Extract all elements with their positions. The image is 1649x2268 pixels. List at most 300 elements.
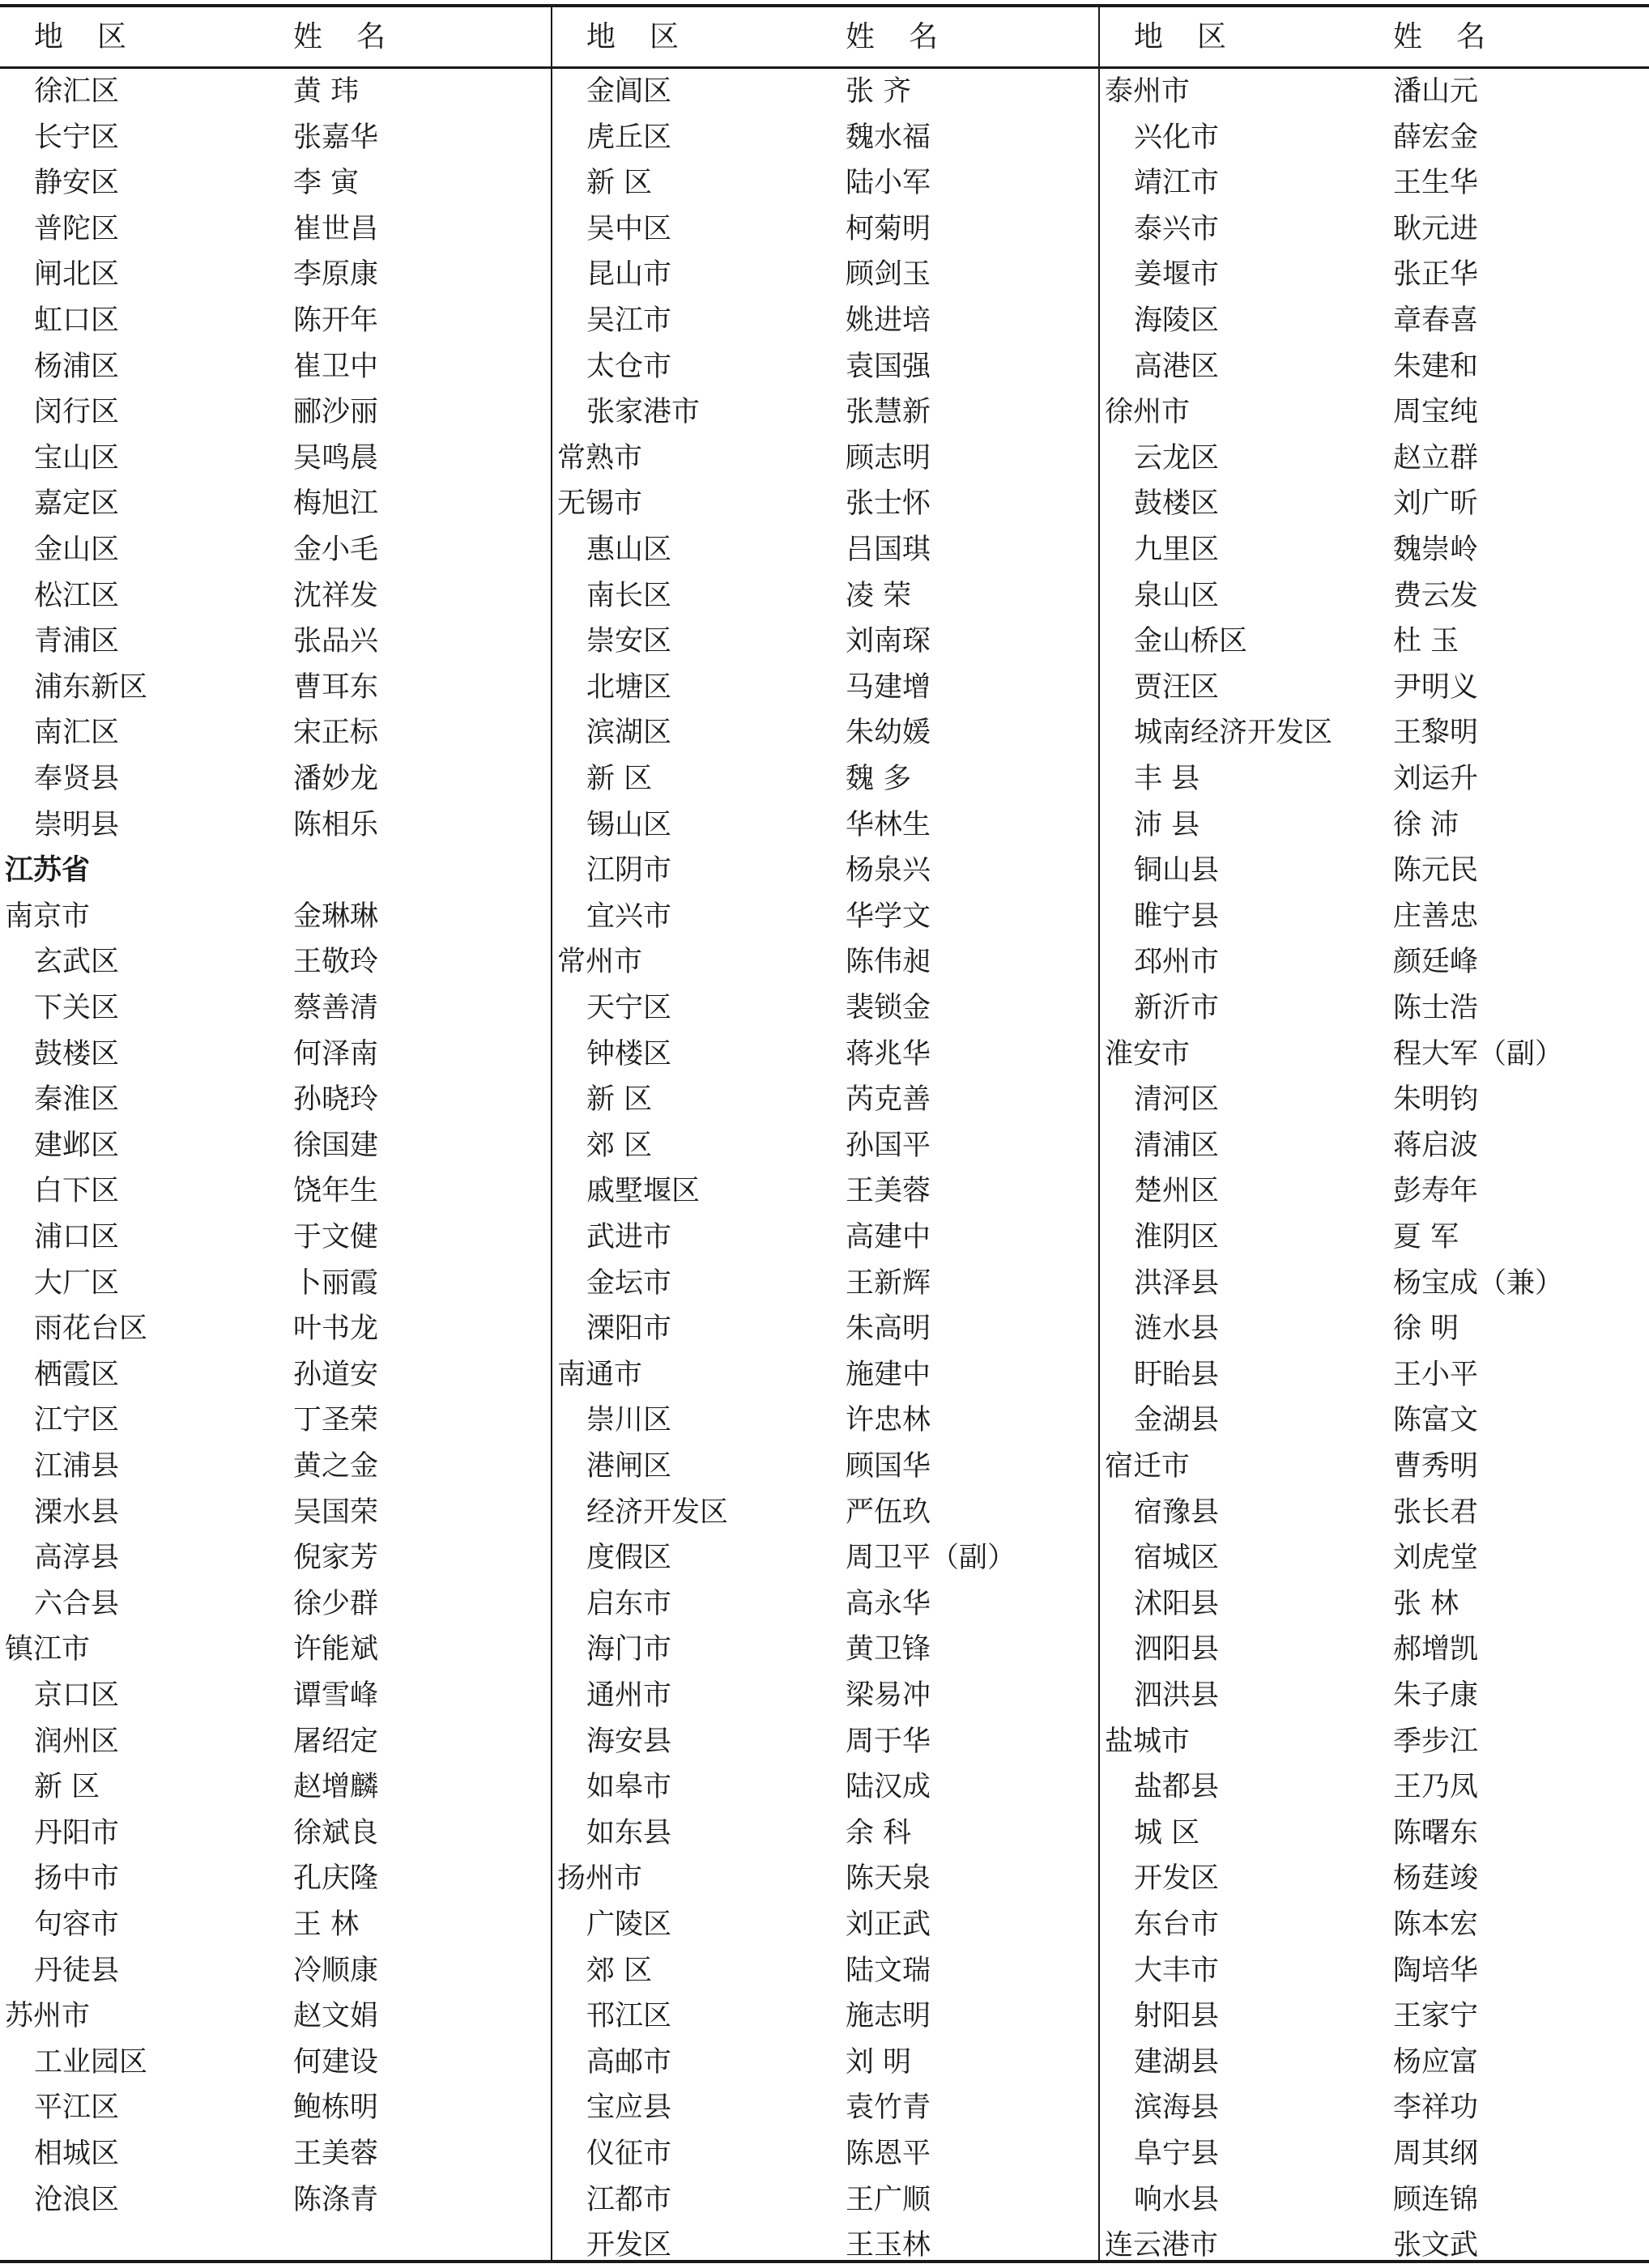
table-row (0, 802, 551, 848)
table-row (552, 1261, 1098, 1306)
region-cell: 闸北区 (34, 258, 120, 291)
region-cell: 相城区 (34, 2138, 120, 2170)
table-row (552, 1994, 1098, 2039)
name-cell: 张慧新 (846, 396, 931, 429)
table-row (0, 1811, 551, 1856)
table-row (1100, 985, 1649, 1031)
table-row (1100, 1306, 1649, 1351)
table-row (0, 1719, 551, 1764)
region-cell: 张家港市 (586, 396, 701, 429)
region-cell: 丰 县 (1134, 763, 1200, 795)
name-cell: 何泽南 (293, 1037, 379, 1070)
region-cell: 淮阴区 (1134, 1221, 1220, 1253)
region-cell: 镇江市 (5, 1633, 91, 1666)
region-cell: 建邺区 (34, 1129, 120, 1162)
name-cell: 徐 沛 (1393, 808, 1459, 841)
name-cell: 曹耳东 (293, 670, 379, 704)
name-cell: 陆文瑞 (846, 1954, 931, 1987)
region-cell: 常熟市 (557, 441, 643, 474)
name-cell: 杨应富 (1393, 2045, 1479, 2079)
name-cell: 王 林 (293, 1908, 360, 1941)
region-cell: 苏州市 (5, 2000, 91, 2033)
name-cell: 费云发 (1393, 579, 1479, 612)
name-cell: 陈伟昶 (846, 946, 931, 979)
table-row (552, 115, 1098, 160)
region-cell: 大丰市 (1134, 1954, 1220, 1987)
region-cell: 虹口区 (34, 304, 120, 337)
name-cell: 裴锁金 (846, 992, 931, 1024)
name-cell: 刘南琛 (846, 625, 931, 658)
name-cell: 陈本宏 (1393, 1908, 1479, 1941)
table-row (1100, 2040, 1649, 2085)
table-row (552, 1444, 1098, 1489)
name-cell: 许忠林 (846, 1404, 931, 1437)
region-cell: 徐州市 (1105, 396, 1191, 429)
table-row (0, 894, 551, 939)
header-name: 姓名 (293, 20, 420, 53)
table-row (552, 1123, 1098, 1168)
region-cell: 金山桥区 (1134, 625, 1248, 658)
table-row (1100, 1444, 1649, 1489)
region-cell: 城南经济开发区 (1134, 717, 1333, 750)
table-row (1100, 1123, 1649, 1168)
name-cell: 袁竹青 (846, 2091, 931, 2125)
table-row (552, 710, 1098, 755)
region-cell: 清河区 (1134, 1083, 1220, 1117)
region-cell: 如东县 (586, 1816, 672, 1849)
name-cell: 朱幼媛 (846, 717, 931, 750)
table-row (552, 939, 1098, 985)
table-row (1100, 1948, 1649, 1994)
region-cell: 普陀区 (34, 212, 120, 245)
name-cell: 张品兴 (293, 625, 379, 658)
region-cell: 沭阳县 (1134, 1587, 1220, 1620)
name-cell: 潘妙龙 (293, 763, 379, 795)
table-row (1100, 1581, 1649, 1627)
table-row (1100, 756, 1649, 802)
region-cell: 通州市 (586, 1679, 672, 1712)
region-cell: 海陵区 (1134, 304, 1220, 337)
table-row (0, 69, 551, 114)
region-cell: 东台市 (1134, 1908, 1220, 1941)
name-cell: 薛宏金 (1393, 121, 1479, 154)
name-cell: 杨莛竣 (1393, 1862, 1479, 1896)
name-cell: 章春喜 (1393, 304, 1479, 337)
name-cell: 芮克善 (846, 1083, 931, 1117)
name-cell: 魏崇岭 (1393, 534, 1479, 566)
table-row (0, 1902, 551, 1947)
name-cell: 陈开年 (293, 304, 379, 337)
table-row (552, 1032, 1098, 1077)
name-cell: 黄之金 (293, 1450, 379, 1483)
region-cell: 丹阳市 (34, 1816, 120, 1849)
name-cell: 李 寅 (293, 167, 360, 200)
table-row (0, 115, 551, 160)
region-cell: 京口区 (34, 1679, 120, 1712)
table-row (0, 2040, 551, 2085)
table-row (1100, 1261, 1649, 1306)
name-cell: 季步江 (1393, 1725, 1479, 1758)
region-cell: 盐都县 (1134, 1771, 1220, 1804)
table-row (0, 2177, 551, 2223)
name-cell: 沈祥发 (293, 579, 379, 612)
name-cell: 赵增麟 (293, 1771, 379, 1804)
region-cell: 南京市 (5, 900, 91, 933)
region-cell: 洪泽县 (1134, 1266, 1220, 1300)
table-row (552, 1490, 1098, 1535)
name-cell: 顾国华 (846, 1450, 931, 1483)
table-row (1100, 1902, 1649, 1947)
table-row (0, 573, 551, 619)
table-row (552, 160, 1098, 206)
table-row (1100, 1398, 1649, 1443)
table-row (1100, 1077, 1649, 1122)
name-cell: 顾剑玉 (846, 258, 931, 291)
table-row (0, 619, 551, 664)
name-cell: 曹秀明 (1393, 1450, 1479, 1483)
name-cell: 张长君 (1393, 1496, 1479, 1529)
name-cell: 王广顺 (846, 2183, 931, 2216)
name-cell: 李原康 (293, 258, 379, 291)
table-row (552, 481, 1098, 526)
table-row (552, 2177, 1098, 2223)
region-cell: 射阳县 (1134, 2000, 1220, 2033)
table-row (0, 665, 551, 710)
table-row (552, 1673, 1098, 1718)
name-cell: 耿元进 (1393, 212, 1479, 245)
region-cell: 邗江区 (586, 2000, 672, 2033)
table-row (1100, 115, 1649, 160)
region-cell: 昆山市 (586, 258, 672, 291)
region-cell: 宿城区 (1134, 1542, 1220, 1575)
table-row (552, 1535, 1098, 1581)
table-row (552, 1764, 1098, 1810)
region-cell: 江都市 (586, 2183, 672, 2216)
region-cell: 北塘区 (586, 670, 672, 704)
region-cell: 淮安市 (1105, 1037, 1191, 1070)
name-cell: 孙道安 (293, 1358, 379, 1391)
region-cell: 崇安区 (586, 625, 672, 658)
region-cell: 南汇区 (34, 717, 120, 750)
header-region: 地区 (1134, 20, 1261, 53)
name-cell: 金琳琳 (293, 900, 379, 933)
table-row (1100, 848, 1649, 893)
region-cell: 海安县 (586, 1725, 672, 1758)
region-cell: 秦淮区 (34, 1083, 120, 1117)
region-cell: 平江区 (34, 2091, 120, 2125)
table-row (1100, 573, 1649, 619)
region-cell: 天宁区 (586, 992, 672, 1024)
region-cell: 滨海县 (1134, 2091, 1220, 2125)
table-row (552, 665, 1098, 710)
region-cell: 奉贤县 (34, 763, 120, 795)
name-cell: 孔庆隆 (293, 1862, 379, 1896)
table-row (0, 1444, 551, 1489)
name-cell: 杨宝成（兼） (1393, 1266, 1564, 1300)
region-cell: 静安区 (34, 167, 120, 200)
region-cell: 杨浦区 (34, 350, 120, 383)
name-cell: 高建中 (846, 1221, 931, 1253)
name-cell: 张 林 (1393, 1587, 1459, 1620)
name-cell: 许能斌 (293, 1633, 379, 1666)
name-cell: 吕国琪 (846, 534, 931, 566)
table-row (1100, 2177, 1649, 2223)
region-cell: 姜堰市 (1134, 258, 1220, 291)
table-row (1100, 1627, 1649, 1672)
region-cell: 扬中市 (34, 1862, 120, 1896)
header-name: 姓名 (846, 20, 973, 53)
region-cell: 宝山区 (34, 441, 120, 474)
region-cell: 金山区 (34, 534, 120, 566)
name-cell: 陈恩平 (846, 2138, 931, 2170)
region-cell: 连云港市 (1105, 2229, 1219, 2262)
table-row (0, 206, 551, 252)
region-cell: 宿豫县 (1134, 1496, 1220, 1529)
table-row (552, 252, 1098, 297)
table-row (552, 573, 1098, 619)
table-row (552, 802, 1098, 848)
region-cell: 铜山县 (1134, 854, 1220, 887)
table-row (1100, 1811, 1649, 1856)
table-row (0, 1673, 551, 1718)
region-cell: 崇川区 (586, 1404, 672, 1437)
region-cell: 吴江市 (586, 304, 672, 337)
table-row (1100, 802, 1649, 848)
region-cell: 白下区 (34, 1175, 120, 1208)
region-cell: 海门市 (586, 1633, 672, 1666)
region-cell: 无锡市 (557, 487, 643, 521)
name-cell: 王小平 (1393, 1358, 1479, 1391)
name-cell: 饶年生 (293, 1175, 379, 1208)
region-cell: 下关区 (34, 992, 120, 1024)
region-cell: 贾汪区 (1134, 670, 1220, 704)
table-row (0, 1123, 551, 1168)
table-row (1100, 2223, 1649, 2268)
name-cell: 丁圣荣 (293, 1404, 379, 1437)
table-row (552, 1811, 1098, 1856)
region-cell: 经济开发区 (586, 1496, 729, 1529)
name-cell: 周卫平（副） (846, 1542, 1016, 1575)
name-cell: 刘虎堂 (1393, 1542, 1479, 1575)
region-cell: 六合县 (34, 1587, 120, 1620)
name-cell: 吴国荣 (293, 1496, 379, 1529)
table-row (0, 527, 551, 572)
name-cell: 姚进培 (846, 304, 931, 337)
table-row (1100, 665, 1649, 710)
table-row (0, 1168, 551, 1214)
region-cell: 句容市 (34, 1908, 120, 1941)
table-row (0, 1398, 551, 1443)
table-row (0, 2131, 551, 2177)
name-cell: 赵立群 (1393, 441, 1479, 474)
name-cell: 杨泉兴 (846, 854, 931, 887)
region-cell: 鼓楼区 (1134, 487, 1220, 521)
name-cell: 蒋启波 (1393, 1129, 1479, 1162)
name-cell: 马建增 (846, 670, 931, 704)
name-cell: 徐斌良 (293, 1816, 379, 1849)
region-cell: 宝应县 (586, 2091, 672, 2125)
region-cell: 徐汇区 (34, 75, 120, 108)
table-row (1100, 1719, 1649, 1764)
name-cell: 陈天泉 (846, 1862, 931, 1896)
table-row (0, 436, 551, 481)
region-cell: 沛 县 (1134, 808, 1200, 841)
region-cell: 武进市 (586, 1221, 672, 1253)
name-cell: 徐 明 (1393, 1313, 1459, 1346)
table-row (552, 1168, 1098, 1214)
column-3 (1100, 0, 1649, 2266)
name-cell: 赵文娟 (293, 2000, 379, 2033)
table-row (0, 1261, 551, 1306)
name-cell: 崔世昌 (293, 212, 379, 245)
region-cell: 金湖县 (1134, 1404, 1220, 1437)
region-cell: 宜兴市 (586, 900, 672, 933)
header-name: 姓名 (1393, 20, 1520, 53)
name-cell: 张文武 (1393, 2229, 1479, 2262)
table-row (1100, 160, 1649, 206)
table-row (1100, 1856, 1649, 1901)
region-cell: 开发区 (1134, 1862, 1220, 1896)
table-row (1100, 252, 1649, 297)
name-cell: 袁国强 (846, 350, 931, 383)
name-cell: 蔡善清 (293, 992, 379, 1024)
table-row (552, 985, 1098, 1031)
name-cell: 华林生 (846, 808, 931, 841)
name-cell: 孙国平 (846, 1129, 931, 1162)
table-row (552, 1306, 1098, 1351)
table-row (0, 160, 551, 206)
table-row (552, 1215, 1098, 1260)
region-cell: 江宁区 (34, 1404, 120, 1437)
region-cell: 丹徒县 (34, 1954, 120, 1987)
table-row (1100, 1168, 1649, 1214)
table-row (0, 1032, 551, 1077)
table-row (0, 389, 551, 435)
region-cell: 崇明县 (34, 808, 120, 841)
table-row (0, 1994, 551, 2039)
name-cell: 潘山元 (1393, 75, 1479, 108)
table-row (0, 252, 551, 297)
table-row (552, 2085, 1098, 2130)
table-row (1100, 710, 1649, 755)
region-cell: 青浦区 (34, 625, 120, 658)
region-cell: 楚州区 (1134, 1175, 1220, 1208)
name-cell: 于文健 (293, 1221, 379, 1253)
table-row (552, 894, 1098, 939)
table-row (1100, 939, 1649, 985)
name-cell: 朱明钧 (1393, 1083, 1479, 1117)
table-row (1100, 2131, 1649, 2177)
name-cell: 张 齐 (846, 75, 912, 108)
name-cell: 李祥功 (1393, 2091, 1479, 2125)
table-row (1100, 206, 1649, 252)
region-cell: 清浦区 (1134, 1129, 1220, 1162)
name-cell: 郝增凯 (1393, 1633, 1479, 1666)
region-cell: 新 区 (34, 1771, 100, 1804)
region-cell: 江阴市 (586, 854, 672, 887)
name-cell: 陈富文 (1393, 1404, 1479, 1437)
region-cell: 盱眙县 (1134, 1358, 1220, 1391)
name-cell: 冷顺康 (293, 1954, 379, 1987)
name-cell: 王家宁 (1393, 2000, 1479, 2033)
name-cell: 朱高明 (846, 1313, 931, 1346)
name-cell: 陈士浩 (1393, 992, 1479, 1024)
name-cell: 王生华 (1393, 167, 1479, 200)
name-cell: 颜廷峰 (1393, 946, 1479, 979)
region-cell: 虎丘区 (586, 121, 672, 154)
name-cell: 夏 军 (1393, 1221, 1459, 1253)
region-cell: 泉山区 (1134, 579, 1220, 612)
table-row (552, 436, 1098, 481)
region-cell: 如皋市 (586, 1771, 672, 1804)
header-region: 地区 (34, 20, 161, 53)
name-cell: 柯菊明 (846, 212, 931, 245)
name-cell: 梅旭江 (293, 487, 379, 521)
region-cell: 钟楼区 (586, 1037, 672, 1070)
name-cell: 王美蓉 (293, 2138, 379, 2170)
name-cell: 王玉林 (846, 2229, 931, 2262)
table-row (552, 1352, 1098, 1398)
name-cell: 谭雪峰 (293, 1679, 379, 1712)
name-cell: 蒋兆华 (846, 1037, 931, 1070)
name-cell: 凌 荣 (846, 579, 912, 612)
region-cell: 涟水县 (1134, 1313, 1220, 1346)
name-cell: 郦沙丽 (293, 396, 379, 429)
name-cell: 周宝纯 (1393, 396, 1479, 429)
region-cell: 宿迁市 (1105, 1450, 1191, 1483)
table-row (552, 1077, 1098, 1122)
name-cell: 叶书龙 (293, 1313, 379, 1346)
region-cell: 九里区 (1134, 534, 1220, 566)
region-cell: 响水县 (1134, 2183, 1220, 2216)
name-cell: 孙晓玲 (293, 1083, 379, 1117)
region-cell: 闵行区 (34, 396, 120, 429)
region-cell: 城 区 (1134, 1816, 1200, 1849)
region-cell: 睢宁县 (1134, 900, 1220, 933)
region-cell: 高邮市 (586, 2045, 672, 2079)
name-cell: 金小毛 (293, 534, 379, 566)
column-2 (552, 0, 1098, 2266)
table-row (1100, 69, 1649, 114)
region-cell: 泰州市 (1105, 75, 1191, 108)
table-row (552, 2131, 1098, 2177)
region-cell: 仪征市 (586, 2138, 672, 2170)
region-cell: 靖江市 (1134, 167, 1220, 200)
table-row (1100, 1535, 1649, 1581)
table-row (552, 1581, 1098, 1627)
region-cell: 新 区 (586, 763, 653, 795)
name-cell: 陈相乐 (293, 808, 379, 841)
name-cell: 刘运升 (1393, 763, 1479, 795)
name-cell: 王美蓉 (846, 1175, 931, 1208)
table-row (1100, 344, 1649, 389)
region-cell: 建湖县 (1134, 2045, 1220, 2079)
region-cell: 鼓楼区 (34, 1037, 120, 1070)
region-cell: 度假区 (586, 1542, 672, 1575)
table-row (552, 1398, 1098, 1443)
name-cell: 黄卫锋 (846, 1633, 931, 1666)
name-cell: 王黎明 (1393, 717, 1479, 750)
name-cell: 张士怀 (846, 487, 931, 521)
name-cell: 庄善忠 (1393, 900, 1479, 933)
name-cell: 陆小军 (846, 167, 931, 200)
region-cell: 开发区 (586, 2229, 672, 2262)
name-cell: 陈曙东 (1393, 1816, 1479, 1849)
table-row (0, 1764, 551, 1810)
name-cell: 黄 玮 (293, 75, 360, 108)
name-cell: 宋正标 (293, 717, 379, 750)
table-row (0, 1490, 551, 1535)
